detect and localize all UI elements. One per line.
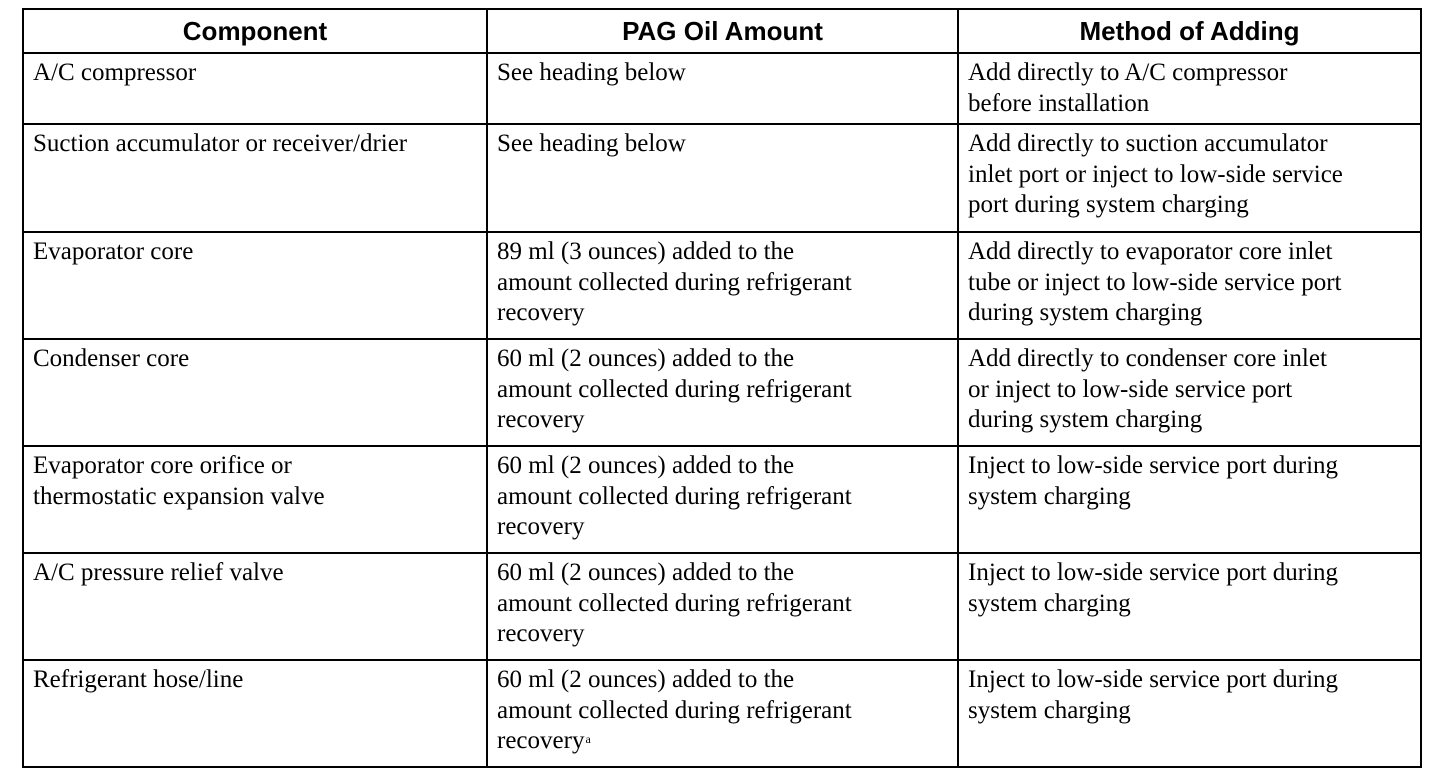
cell-text-line: Inject to low-side service port during: [968, 666, 1339, 693]
header-row: [23, 9, 1421, 53]
cell-text-line: system charging: [968, 482, 1131, 510]
table-row: [23, 232, 1421, 339]
component-cell: [23, 660, 487, 767]
method-cell: [958, 339, 1421, 446]
component-cell: [23, 553, 487, 660]
cell-text-line: tube or inject to low-side service port: [968, 268, 1342, 296]
cell-text-line: port during system charging: [968, 191, 1249, 218]
cell-text-line: A/C compressor: [33, 59, 197, 86]
cell-text-line: A/C pressure relief valve: [33, 559, 284, 586]
table-row: [23, 446, 1421, 553]
component-cell: [23, 232, 487, 339]
cell-text-line: Add directly to suction accumulator: [968, 130, 1328, 157]
header-component: Component: [23, 9, 487, 53]
cell-text-line: See heading below: [497, 59, 686, 86]
method-cell: [958, 124, 1421, 232]
component-cell: [23, 446, 487, 553]
cell-text-line: 60 ml (2 ounces) added to the: [497, 452, 795, 479]
method-cell: [958, 446, 1421, 553]
cell-text-line: system charging: [968, 696, 1131, 724]
cell-text-line: system charging: [968, 589, 1131, 617]
cell-text-line: before installation: [968, 89, 1150, 117]
cell-text-line: 60 ml (2 ounces) added to the: [497, 559, 795, 586]
table-row: [23, 53, 1421, 124]
cell-text-line: Add directly to A/C compressor: [968, 59, 1288, 86]
component-cell: [23, 339, 487, 446]
cell-text-line: Add directly to condenser core inlet: [968, 345, 1327, 372]
amount-cell: [487, 339, 958, 446]
cell-text-line: amount collected during refrigerant: [497, 375, 852, 403]
cell-text-line: 60 ml (2 ounces) added to the: [497, 345, 795, 372]
method-cell: [958, 553, 1421, 660]
cell-text-line: thermostatic expansion valve: [33, 482, 325, 510]
cell-text-line: recovery: [497, 620, 585, 647]
cell-text-line: Suction accumulator or receiver/drier: [33, 130, 408, 157]
method-cell: [958, 53, 1421, 124]
amount-cell: [487, 124, 958, 232]
table-row: [23, 553, 1421, 660]
cell-text-line: recovery: [497, 406, 585, 433]
cell-text-line: 89 ml (3 ounces) added to the: [497, 238, 795, 265]
amount-cell: [487, 53, 958, 124]
header-pag-oil-amount: PAG Oil Amount: [487, 9, 958, 53]
cell-text-line: 60 ml (2 ounces) added to the: [497, 666, 795, 693]
amount-cell: [487, 232, 958, 339]
cell-text-line: [497, 726, 951, 757]
cell-text-line: amount collected during refrigerant: [497, 696, 852, 724]
cell-text-line: or inject to low-side service port: [968, 375, 1293, 403]
cell-text-line: amount collected during refrigerant: [497, 482, 852, 510]
table-row: [23, 124, 1421, 232]
cell-text-line: amount collected during refrigerant: [497, 268, 852, 296]
cell-text-line: inlet port or inject to low-side service: [968, 160, 1343, 188]
pag-oil-table: [22, 8, 1422, 768]
amount-cell: [487, 553, 958, 660]
cell-text-line: Add directly to evaporator core inlet: [968, 238, 1333, 265]
method-cell: [958, 232, 1421, 339]
cell-text-line: Refrigerant hose/line: [33, 666, 244, 693]
method-cell: [958, 660, 1421, 767]
component-cell: [23, 124, 487, 232]
cell-text-line: recovery: [497, 299, 585, 326]
header-method-of-adding: Method of Adding: [958, 9, 1421, 53]
cell-text-line: See heading below: [497, 130, 686, 157]
table-row: [23, 660, 1421, 767]
cell-text-line: during system charging: [968, 406, 1203, 433]
component-cell: [23, 53, 487, 124]
cell-text-line: Condenser core: [33, 345, 190, 372]
cell-text-line: Inject to low-side service port during: [968, 559, 1339, 586]
cell-text-line: Inject to low-side service port during: [968, 452, 1339, 479]
cell-text-line: during system charging: [968, 299, 1203, 326]
cell-text-line: Evaporator core: [33, 238, 194, 265]
footnote-marker: a: [585, 732, 591, 746]
cell-text-line: Evaporator core orifice or: [33, 452, 292, 479]
amount-cell: [487, 660, 958, 767]
amount-cell: [487, 446, 958, 553]
cell-text-line: recovery: [497, 513, 585, 540]
table-row: [23, 339, 1421, 446]
cell-text-line: amount collected during refrigerant: [497, 589, 852, 617]
cell-text: recovery: [497, 727, 585, 754]
